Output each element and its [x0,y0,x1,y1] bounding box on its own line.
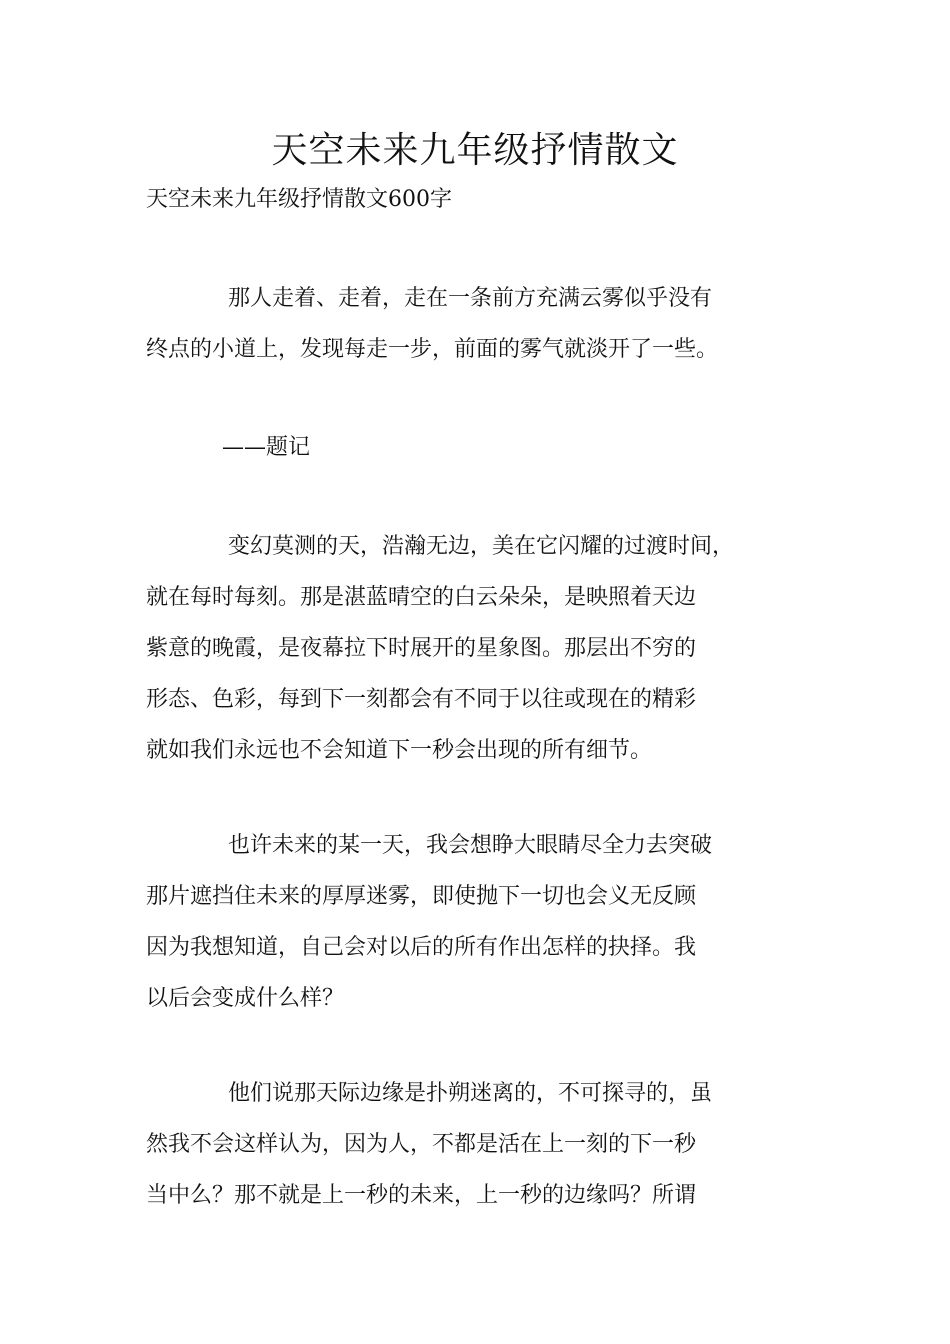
paragraph-line: 紫意的晚霞，是夜幕拉下时展开的星象图。那层出不穷的 [146,636,697,661]
epigraph [146,273,806,375]
epigraph-attribution [146,422,806,473]
epigraph-line: 那人走着、走着，走在一条前方充满云雾似乎没有 [228,286,713,311]
paragraph-line: 然我不会这样认为，因为人，不都是活在上一刻的下一秒 [146,1132,697,1157]
body-paragraph [146,521,806,776]
paragraph-line: 形态、色彩，每到下一刻都会有不同于以往或现在的精彩 [146,687,697,712]
document-subtitle: 天空未来九年级抒情散文600字 [146,187,452,212]
body-paragraph [146,1068,806,1221]
paragraph-line: 也许未来的某一天，我会想睁大眼睛尽全力去突破 [228,833,713,858]
paragraph-line: 那片遮挡住未来的厚厚迷雾，即使抛下一切也会义无反顾 [146,884,697,909]
document-title: 天空未来九年级抒情散文 [271,130,679,171]
paragraph-line: 因为我想知道，自己会对以后的所有作出怎样的抉择。我 [146,935,697,960]
paragraph-line: 他们说那天际边缘是扑朔迷离的，不可探寻的，虽 [228,1081,713,1106]
epigraph-line: 终点的小道上，发现每走一步，前面的雾气就淡开了一些。 [146,337,719,362]
paragraph-line: 变幻莫测的天，浩瀚无边，美在它闪耀的过渡时间， [228,534,735,559]
paragraph-line: 就如我们永远也不会知道下一秒会出现的所有细节。 [146,738,653,763]
body-paragraph [146,820,806,1024]
paragraph-line: 就在每时每刻。那是湛蓝晴空的白云朵朵，是映照着天边 [146,585,697,610]
paragraph-line: 以后会变成什么样？ [146,986,345,1011]
paragraph-line: 当中么？那不就是上一秒的未来，上一秒的边缘吗？所谓 [146,1183,697,1208]
attribution-text: ——题记 [222,435,311,460]
